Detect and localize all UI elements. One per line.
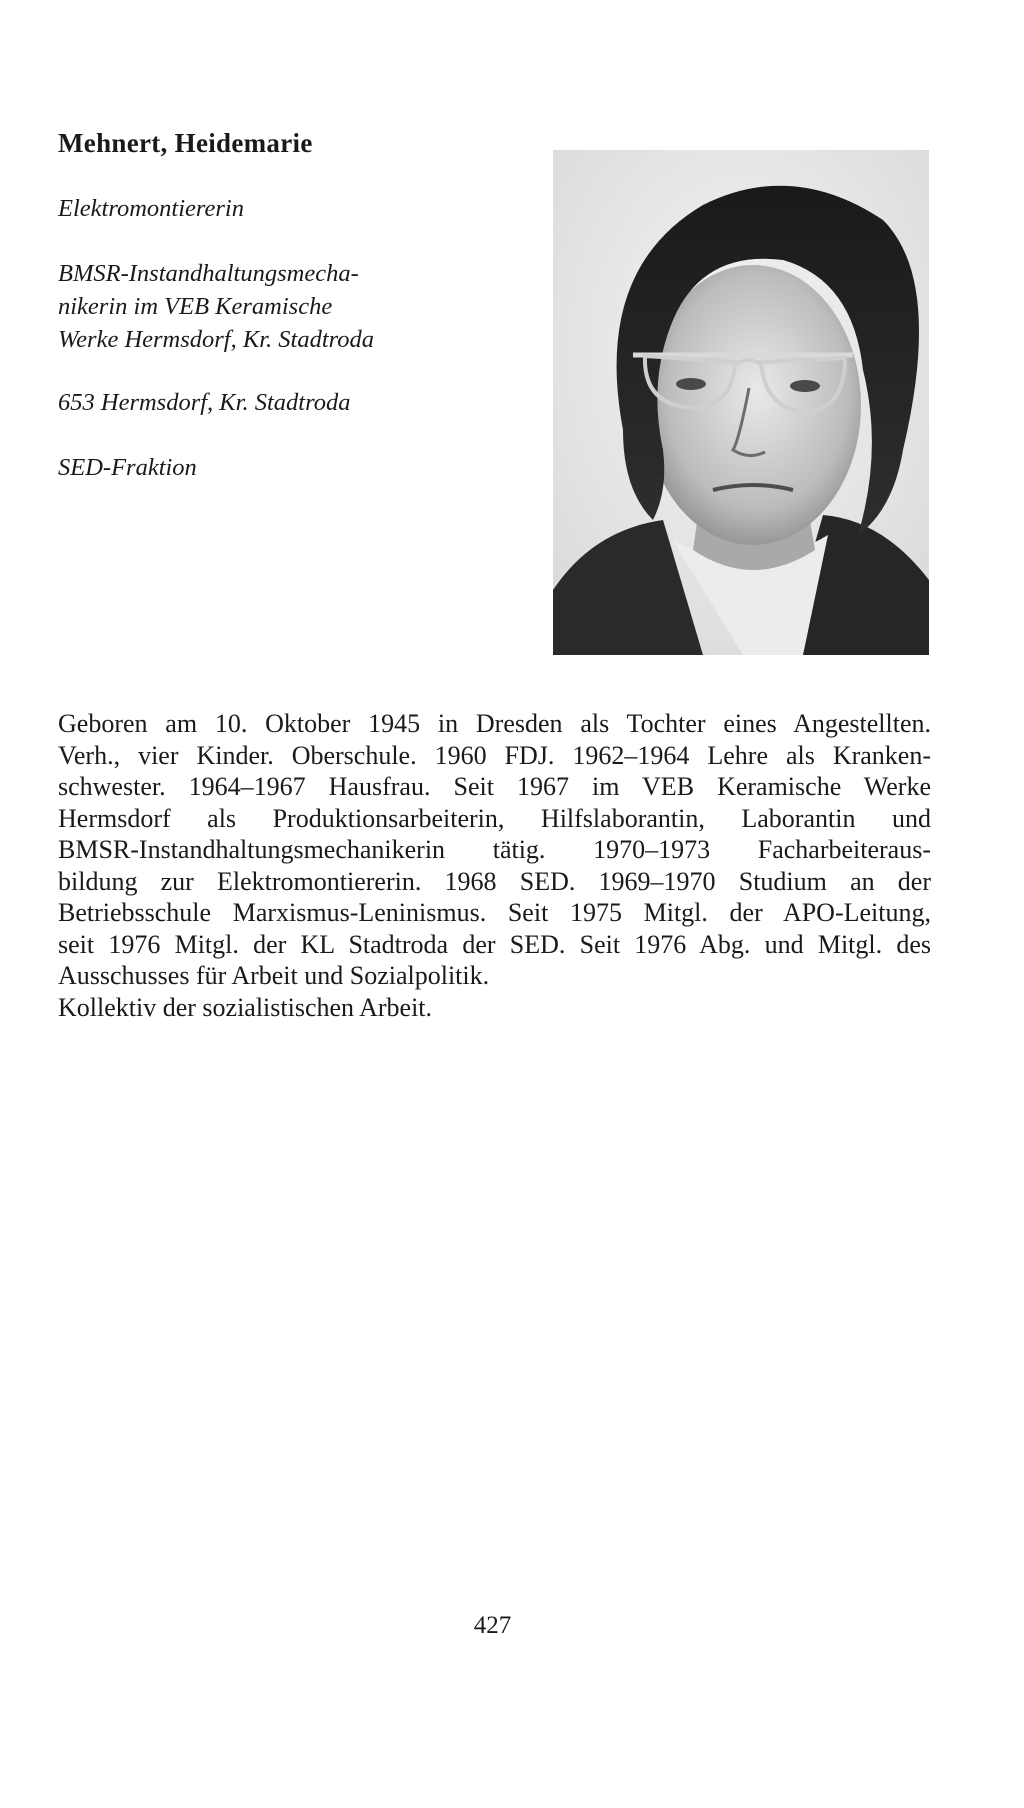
biography-line: Hermsdorf als Produktionsarbeiterin, Hilfslaborantin, Laborantin und [58, 803, 931, 833]
entry-address: 653 Hermsdorf, Kr. Stadtroda [58, 389, 351, 416]
entry-name: Mehnert, Heidemarie [58, 128, 313, 158]
page-number: 427 [473, 1612, 512, 1639]
biography-line: Verh., vier Kinder. Oberschule. 1960 FDJ. 1962–1964 Lehre als Kranken- [58, 740, 931, 770]
biography-line: schwester. 1964–1967 Hausfrau. Seit 1967 im VEB Keramische Werke [58, 772, 931, 801]
entry-occupation: Elektromontiererin [58, 195, 244, 222]
biography-line: Geboren am 10. Oktober 1945 in Dresden als Tochter eines Angestellten. [58, 709, 931, 738]
biography-line: Ausschusses für Arbeit und Sozialpolitik. [58, 961, 490, 990]
workplace-line: Werke Hermsdorf, Kr. Stadtroda [58, 326, 375, 353]
biography [58, 708, 931, 1023]
biography-award: Kollektiv der sozialistischen Arbeit. [58, 992, 433, 1022]
workplace-line: nikerin im VEB Keramische [58, 293, 333, 320]
biography-line: BMSR-Instandhaltungsmechanikerin tätig. 1970–1973 Facharbeiteraus- [58, 835, 931, 864]
biography-line: seit 1976 Mitgl. der KL Stadtroda der SED. Seit 1976 Abg. und Mitgl. des [58, 929, 931, 959]
portrait-photo [553, 150, 929, 655]
biography-line: bildung zur Elektromontiererin. 1968 SED. 1969–1970 Studium an der [58, 866, 931, 896]
entry-workplace [58, 257, 518, 356]
biography-line: Betriebsschule Marxismus-Leninismus. Seit 1975 Mitgl. der APO-Leitung, [58, 898, 931, 927]
entry-faction: SED-Fraktion [58, 454, 197, 481]
workplace-line: BMSR-Instandhaltungsmecha- [58, 260, 359, 287]
